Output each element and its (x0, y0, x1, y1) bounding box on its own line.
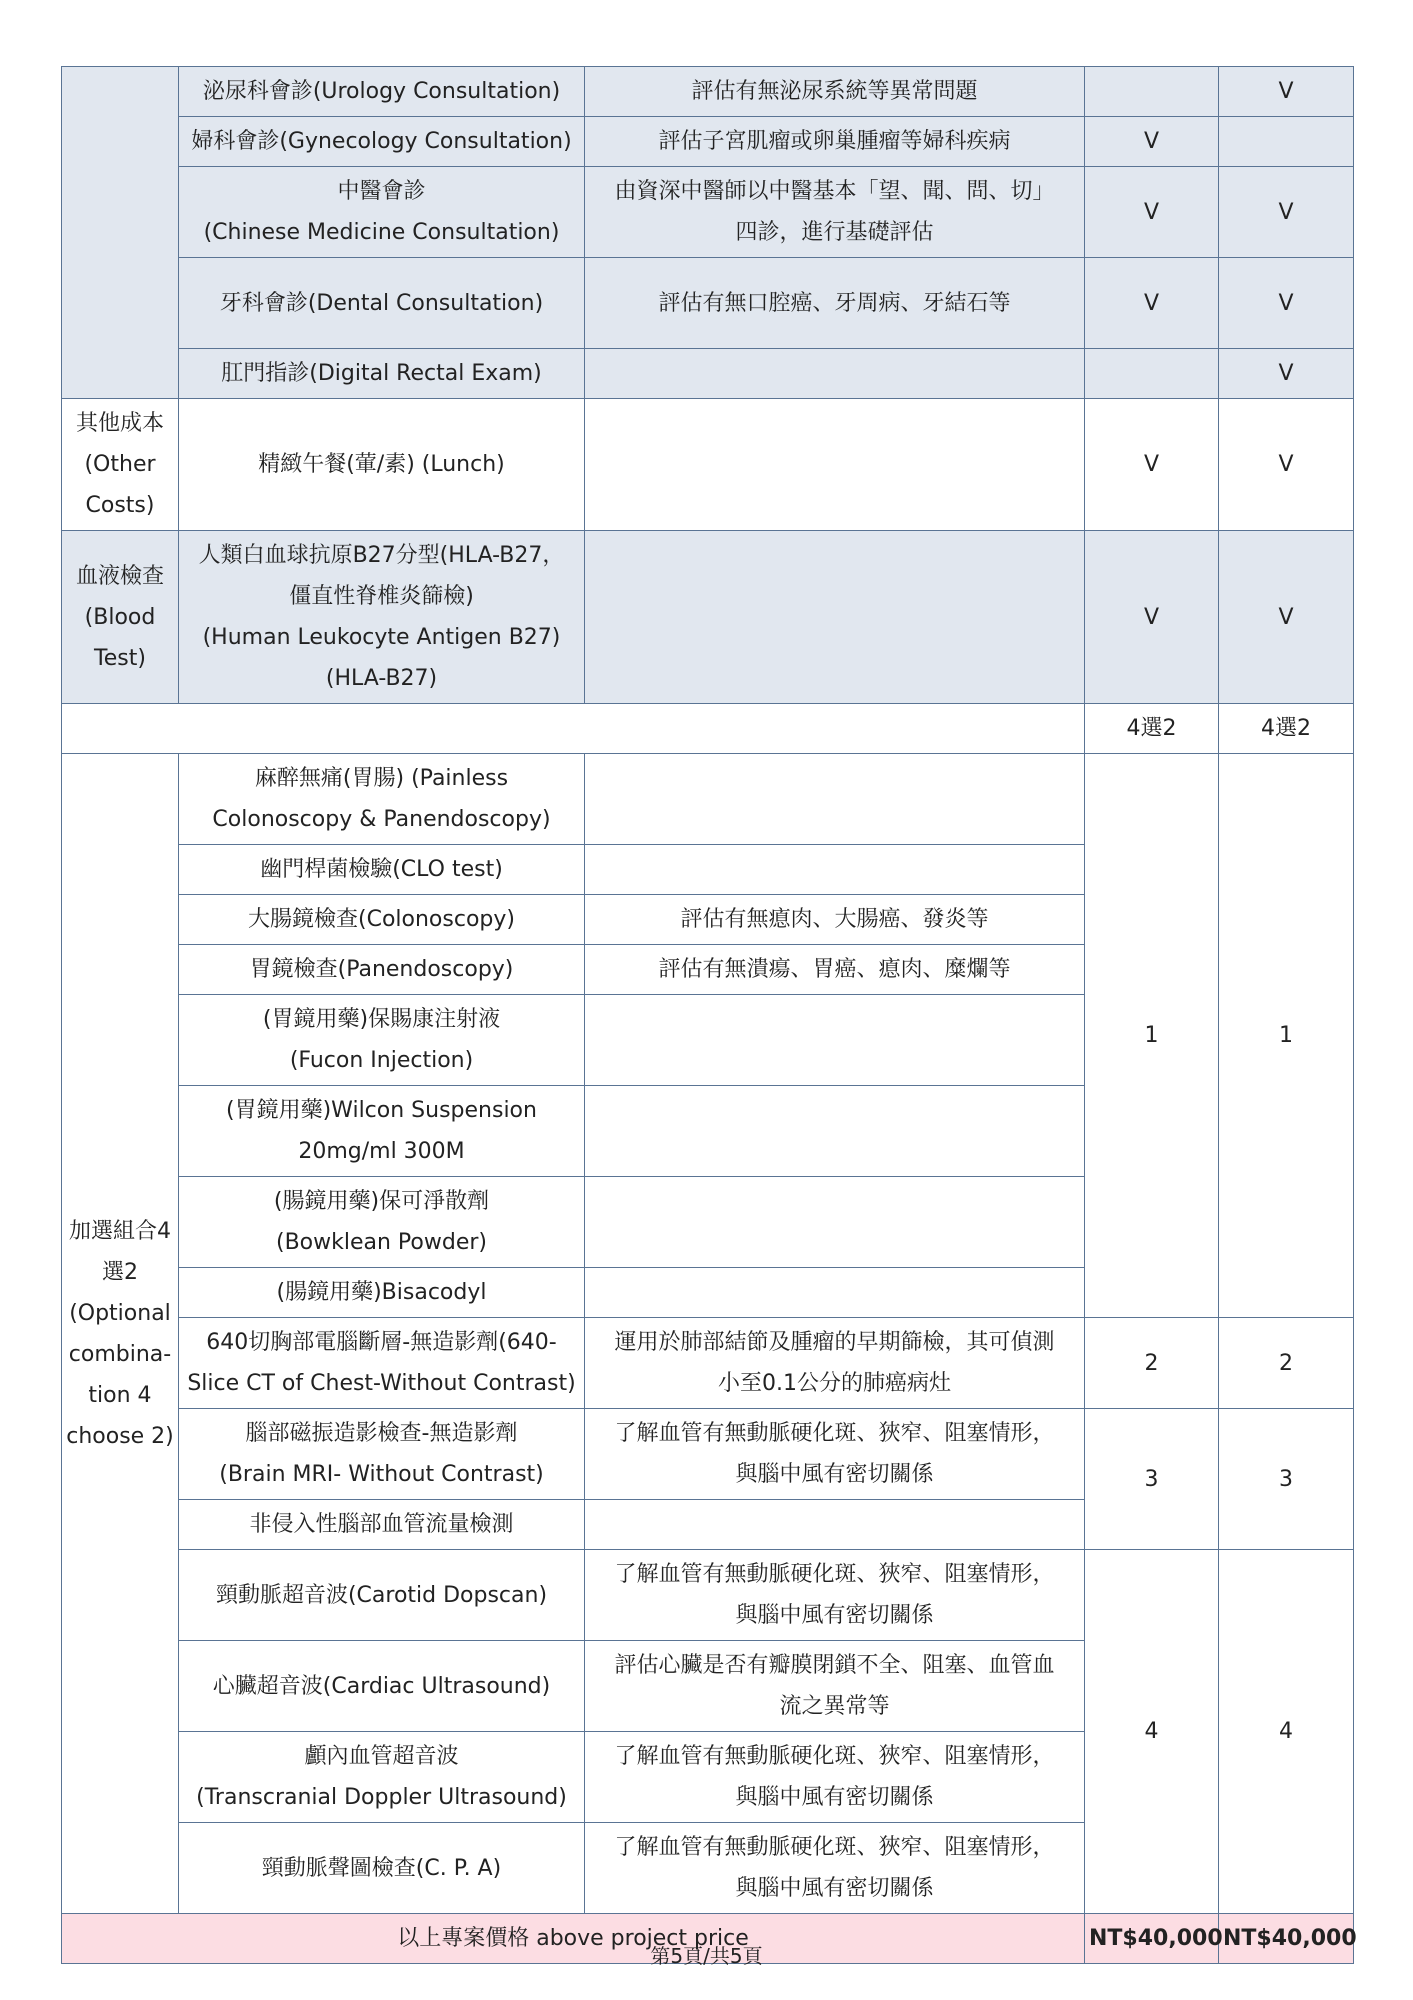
item-cell-text: 心臟超音波(Cardiac Ultrasound) (212, 1673, 551, 1699)
description-cell (585, 945, 1085, 995)
item-cell-text: 肛門指診(Digital Rectal Exam) (221, 361, 542, 386)
item-cell-text: 非侵入性腦部血管流量檢測 (249, 1512, 514, 1537)
plan-b-mark (1219, 399, 1354, 531)
table-row (62, 67, 1354, 117)
description-cell-text: 與腦中風有密切關係 (735, 1785, 934, 1810)
item-cell-text: 牙科會診(Dental Consultation) (219, 290, 544, 316)
plan-b-mark (1219, 117, 1354, 167)
description-cell-text: 評估有無泌尿系統等異常問題 (691, 79, 978, 104)
category-cell-text: 選2 (102, 1259, 138, 1285)
plan-b-price-text: NT$40,000 (1223, 1926, 1357, 1951)
description-cell-text: 了解血管有無動脈硬化斑、狹窄、阻塞情形， (614, 1744, 1055, 1769)
description-cell (585, 1732, 1085, 1823)
item-cell-text: 人類白血球抗原B27分型(HLA-B27， (198, 543, 565, 568)
description-cell-text: 小至0.1公分的肺癌病灶 (718, 1371, 951, 1396)
description-cell-text: 評估有無瘜肉、大腸癌、發炎等 (680, 907, 989, 932)
table-row (62, 399, 1354, 531)
description-cell (585, 1823, 1085, 1914)
description-cell (585, 995, 1085, 1086)
item-cell-text: (Human Leukocyte Antigen B27) (202, 625, 561, 650)
item-cell-text: 頸動脈超音波(Carotid Dopscan) (215, 1582, 548, 1608)
item-cell (179, 1318, 585, 1409)
category-cell-text: tion 4 (88, 1382, 152, 1408)
item-cell-text: 頸動脈聲圖檢查(C. P. A) (261, 1855, 502, 1881)
item-cell (179, 258, 585, 349)
item-cell-text: (胃鏡用藥)保賜康注射液 (262, 1007, 501, 1032)
plan-a-mark (1085, 399, 1219, 531)
item-cell (179, 754, 585, 845)
category-cell-text: 加選組合4 (69, 1218, 171, 1244)
description-cell (585, 1409, 1085, 1500)
category-cell-text: Test) (94, 645, 146, 671)
plan-a-choose-text: 4選2 (1126, 716, 1177, 741)
item-cell-text: (Brain MRI- Without Contrast) (219, 1462, 544, 1487)
table-row (62, 117, 1354, 167)
table-row (62, 1318, 1354, 1409)
category-cell-text: Costs) (85, 493, 155, 518)
item-cell (179, 1732, 585, 1823)
description-cell (585, 117, 1085, 167)
plan-b-group-text: 2 (1279, 1350, 1293, 1376)
description-cell (585, 1086, 1085, 1177)
description-cell (585, 895, 1085, 945)
description-cell-text: 了解血管有無動脈硬化斑、狹窄、阻塞情形， (614, 1562, 1055, 1587)
item-cell-text: 顱內血管超音波 (304, 1744, 459, 1769)
plan-b-mark-text: V (1278, 452, 1294, 477)
item-cell-text: (Transcranial Doppler Ultrasound) (196, 1785, 567, 1810)
plan-b-mark (1219, 167, 1354, 258)
item-cell-text: (腸鏡用藥)保可淨散劑 (273, 1189, 490, 1214)
item-cell-text: Colonoscopy & Panendoscopy) (212, 807, 551, 832)
category-cell-text: choose 2) (66, 1423, 174, 1449)
plan-a-mark (1085, 531, 1219, 704)
plan-a-mark (1085, 117, 1219, 167)
plan-b-group (1219, 1409, 1354, 1550)
item-cell (179, 845, 585, 895)
plan-a-group-text: 2 (1144, 1350, 1159, 1376)
item-cell-text: (Chinese Medicine Consultation) (203, 220, 560, 245)
plan-b-mark (1219, 349, 1354, 399)
plan-b-group (1219, 1550, 1354, 1914)
plan-a-mark (1085, 349, 1219, 399)
description-cell-text: 與腦中風有密切關係 (735, 1603, 934, 1628)
item-cell-text: 中醫會診 (337, 179, 426, 204)
description-cell-text: 了解血管有無動脈硬化斑、狹窄、阻塞情形， (614, 1421, 1055, 1446)
table-row (62, 704, 1354, 754)
plan-b-group (1219, 754, 1354, 1318)
plan-b-mark-text: V (1278, 199, 1294, 225)
description-cell-text: 評估有無口腔癌、牙周病、牙結石等 (658, 290, 1011, 316)
plan-a-mark-text: V (1143, 604, 1160, 630)
item-cell-text: (Bowklean Powder) (276, 1230, 487, 1255)
item-cell (179, 1177, 585, 1268)
item-cell (179, 67, 585, 117)
category-cell-text: 其他成本 (75, 411, 164, 436)
description-cell-text: 由資深中醫師以中醫基本「望、聞、問、切」 (614, 179, 1055, 204)
total-label-text: 以上專案價格 above project price (397, 1926, 749, 1951)
description-cell (585, 258, 1085, 349)
plan-a-group-text: 3 (1144, 1466, 1159, 1492)
item-cell (179, 895, 585, 945)
plan-a-mark (1085, 67, 1219, 117)
category-cell (62, 754, 179, 1914)
description-cell (585, 1268, 1085, 1318)
plan-a-group (1085, 1409, 1219, 1550)
category-cell-text: (Optional (69, 1300, 171, 1326)
plan-b-mark (1219, 531, 1354, 704)
description-cell-text: 評估子宮肌瘤或卵巢腫瘤等婦科疾病 (658, 129, 1011, 154)
item-cell-text: 僵直性脊椎炎篩檢) (289, 584, 474, 609)
plan-b-group-text: 3 (1279, 1466, 1293, 1492)
plan-a-group (1085, 1550, 1219, 1914)
table-row (62, 531, 1354, 704)
item-cell (179, 167, 585, 258)
item-cell-text: 腦部磁振造影檢查-無造影劑 (245, 1421, 518, 1446)
item-cell (179, 1409, 585, 1500)
description-cell (585, 167, 1085, 258)
table-row (62, 258, 1354, 349)
plan-a-mark (1085, 258, 1219, 349)
package-table (61, 66, 1357, 1964)
category-cell-text: (Blood (84, 604, 156, 630)
category-cell (62, 67, 179, 399)
description-cell-text: 評估心臟是否有瓣膜閉鎖不全、阻塞、血管血 (614, 1653, 1055, 1678)
category-cell-text: 血液檢查 (75, 563, 164, 589)
blank-cell (62, 704, 1085, 754)
plan-a-mark-text: V (1143, 290, 1160, 316)
item-cell (179, 531, 585, 704)
item-cell-text: 幽門桿菌檢驗(CLO test) (260, 857, 503, 882)
item-cell-text: 大腸鏡檢查(Colonoscopy) (248, 907, 515, 932)
description-cell (585, 754, 1085, 845)
item-cell-text: 婦科會診(Gynecology Consultation) (191, 129, 572, 154)
plan-b-mark-text: V (1278, 604, 1294, 630)
description-cell-text: 流之異常等 (779, 1694, 890, 1719)
item-cell (179, 1641, 585, 1732)
plan-a-mark-text: V (1143, 452, 1160, 477)
plan-a-group (1085, 1318, 1219, 1409)
item-cell (179, 1823, 585, 1914)
plan-b-group (1219, 1318, 1354, 1409)
description-cell-text: 與腦中風有密切關係 (735, 1876, 934, 1901)
description-cell (585, 349, 1085, 399)
item-cell (179, 399, 585, 531)
plan-b-mark-text: V (1278, 79, 1294, 104)
plan-b-mark (1219, 258, 1354, 349)
description-cell-text: 四診，進行基礎評估 (735, 220, 934, 245)
item-cell-text: 精緻午餐(葷/素) (Lunch) (258, 452, 505, 477)
item-cell-text: (Fucon Injection) (289, 1048, 474, 1073)
plan-b-choose (1219, 704, 1354, 754)
item-cell-text: 640切胸部電腦斷層-無造影劑(640- (206, 1330, 557, 1355)
item-cell (179, 1268, 585, 1318)
plan-b-group-text: 1 (1279, 1023, 1293, 1048)
description-cell (585, 1177, 1085, 1268)
plan-b-choose-text: 4選2 (1261, 716, 1311, 741)
category-cell-text: (Other (84, 452, 156, 477)
plan-b-mark-text: V (1278, 361, 1294, 386)
description-cell (585, 1318, 1085, 1409)
table-row (62, 1409, 1354, 1500)
item-cell (179, 117, 585, 167)
description-cell (585, 67, 1085, 117)
table-row (62, 1550, 1354, 1641)
plan-a-mark (1085, 167, 1219, 258)
item-cell (179, 945, 585, 995)
category-cell (62, 399, 179, 531)
description-cell-text: 與腦中風有密切關係 (735, 1462, 934, 1487)
plan-a-group-text: 1 (1144, 1023, 1159, 1048)
plan-a-choose (1085, 704, 1219, 754)
table-row (62, 167, 1354, 258)
plan-b-group-text: 4 (1279, 1719, 1293, 1744)
item-cell-text: 泌尿科會診(Urology Consultation) (202, 79, 561, 104)
item-cell-text: 麻醉無痛(胃腸) (Painless (254, 766, 509, 791)
plan-b-mark-text: V (1278, 290, 1294, 316)
item-cell-text: 20mg/ml 300M (298, 1139, 465, 1164)
item-cell-text: (HLA-B27) (325, 666, 438, 691)
description-cell (585, 1500, 1085, 1550)
item-cell-text: 胃鏡檢查(Panendoscopy) (249, 957, 514, 982)
item-cell (179, 1550, 585, 1641)
table-row (62, 754, 1354, 845)
category-cell (62, 531, 179, 704)
description-cell (585, 399, 1085, 531)
item-cell-text: (腸鏡用藥)Bisacodyl (276, 1280, 487, 1305)
description-cell-text: 運用於肺部結節及腫瘤的早期篩檢，其可偵測 (614, 1330, 1055, 1355)
item-cell (179, 1500, 585, 1550)
item-cell (179, 349, 585, 399)
item-cell (179, 995, 585, 1086)
item-cell-text: (胃鏡用藥)Wilcon Suspension (226, 1098, 537, 1123)
page-footer: 第5頁/共5頁 (650, 1944, 763, 1968)
item-cell-text: Slice CT of Chest-Without Contrast) (187, 1371, 576, 1396)
description-cell (585, 845, 1085, 895)
description-cell (585, 1641, 1085, 1732)
item-cell (179, 1086, 585, 1177)
plan-a-mark-text: V (1143, 129, 1160, 154)
table-row (62, 349, 1354, 399)
description-cell-text: 了解血管有無動脈硬化斑、狹窄、阻塞情形， (614, 1835, 1055, 1860)
plan-a-price-text: NT$40,000 (1089, 1926, 1223, 1951)
plan-b-mark (1219, 67, 1354, 117)
category-cell-text: combina- (68, 1341, 172, 1367)
description-cell (585, 1550, 1085, 1641)
plan-a-mark-text: V (1143, 199, 1160, 225)
plan-a-group (1085, 754, 1219, 1318)
description-cell (585, 531, 1085, 704)
description-cell-text: 評估有無潰瘍、胃癌、瘜肉、糜爛等 (658, 957, 1011, 982)
plan-a-group-text: 4 (1144, 1719, 1159, 1744)
